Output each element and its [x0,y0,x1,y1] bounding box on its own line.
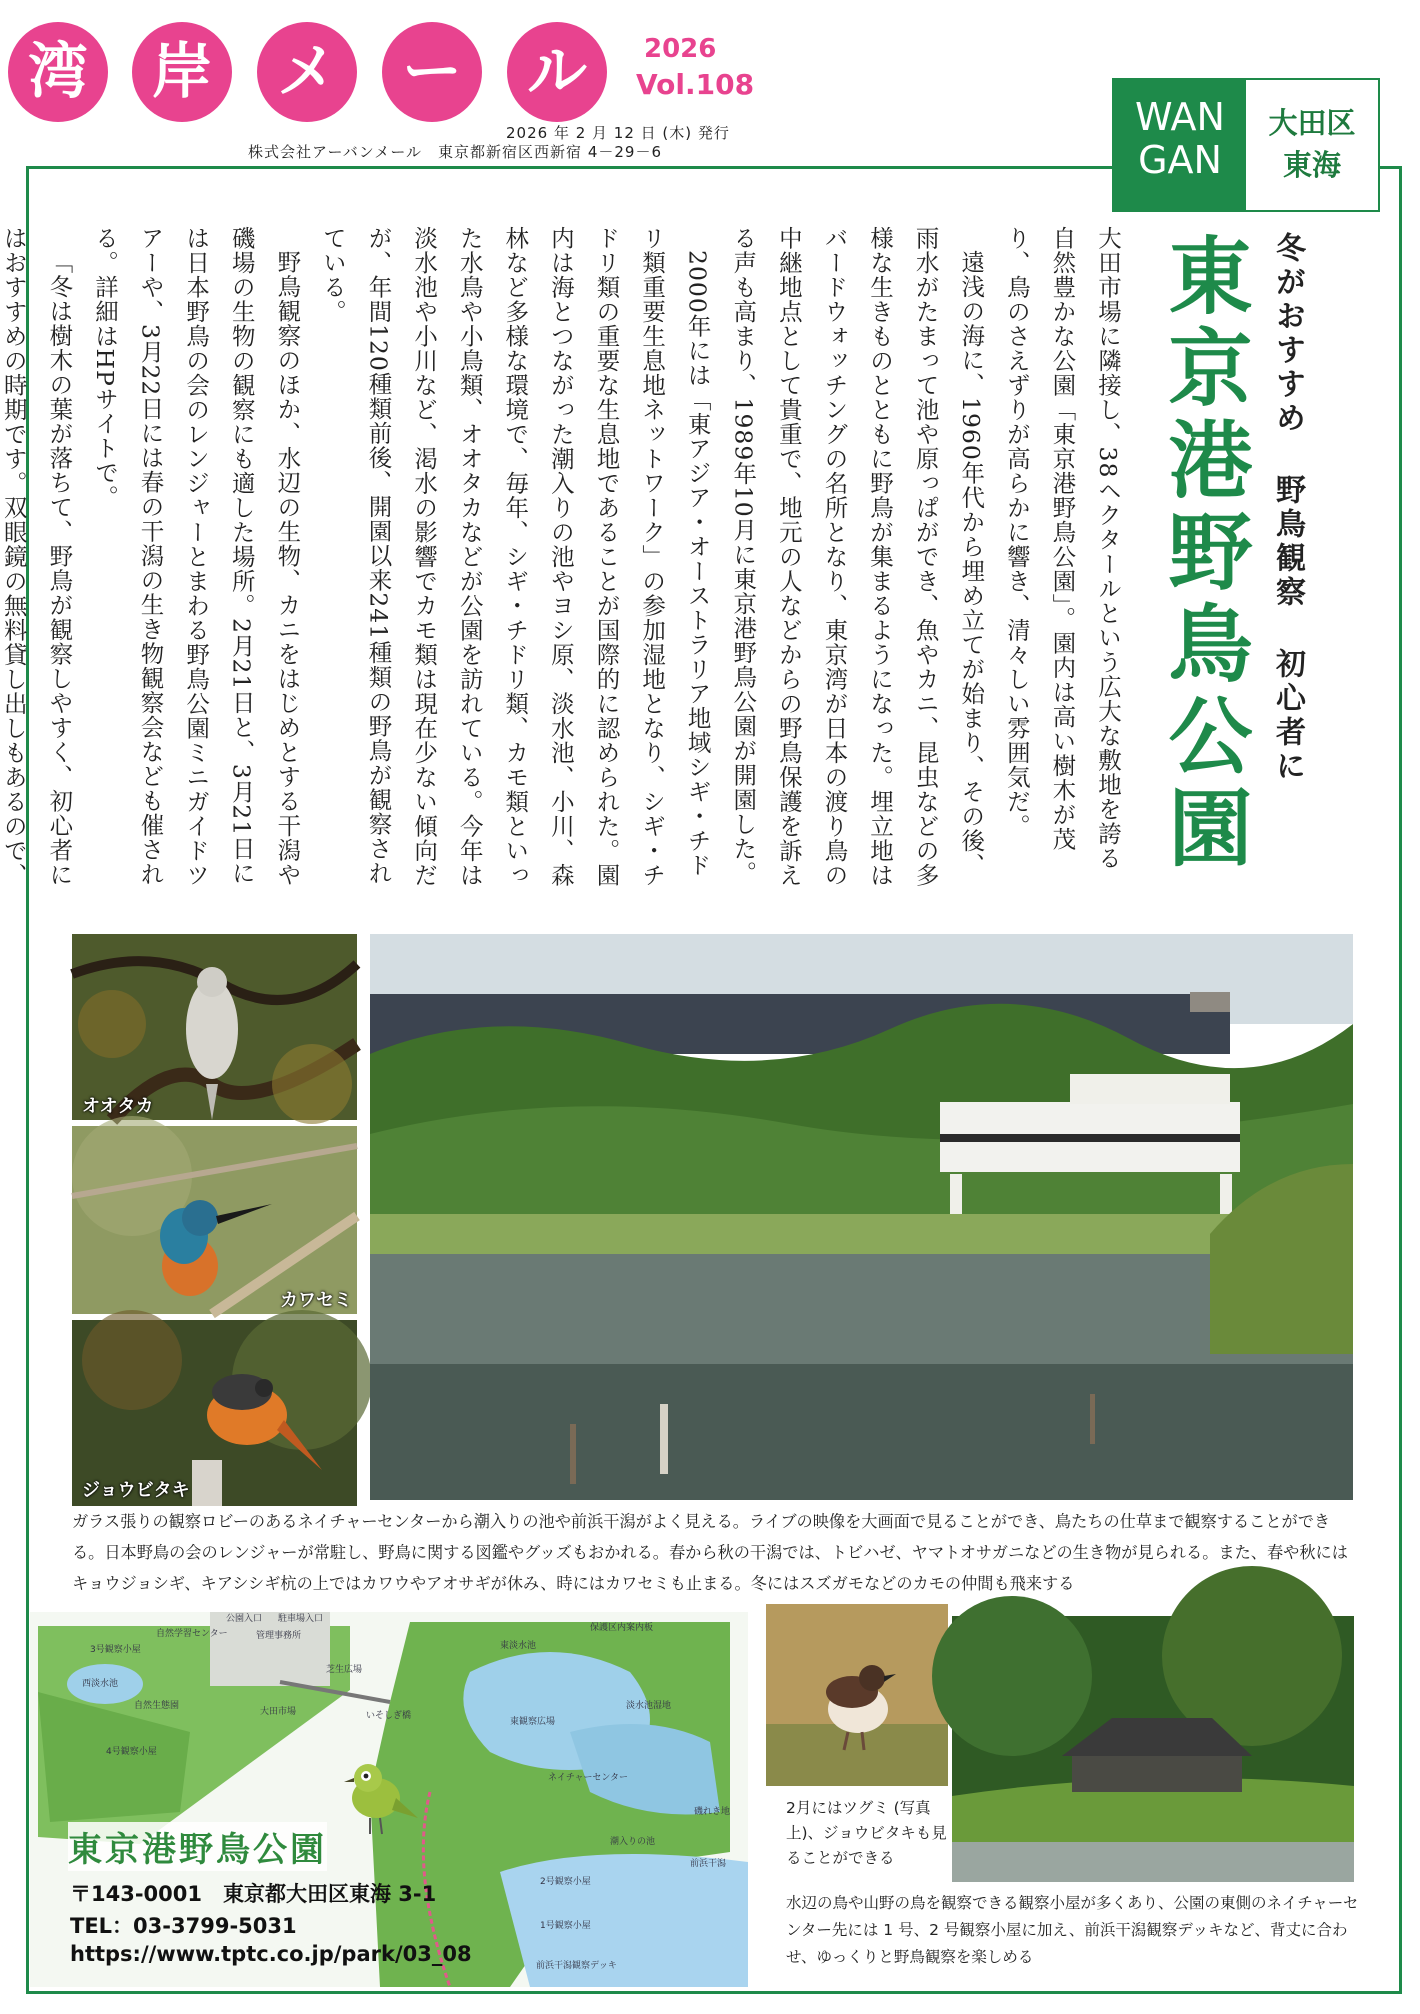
park-url[interactable]: https://www.tptc.co.jp/park/03_08 [70,1942,472,1966]
article-paragraph: 野鳥観察のほか、水辺の生物、カニをはじめとする干潟や磯場の生物の観察にも適した場所。2月21日と、3月21日には日本野鳥の会のレンジャーとまわる野鳥公園ミニガイドツアーや、3月22日には春の干潟の生き物観察会なども催される。詳細はHPサイトで。 [90,226,302,888]
map-label-hut-3: 3号観察小屋 [90,1645,141,1655]
photo-nature-center [370,934,1353,1500]
photo-observation-hut [952,1616,1354,1882]
main-photo-caption: ガラス張りの観察ロビーのあるネイチャーセンターから潮入りの池や前浜干潟がよく見える。ライブの映像を大画面で見ることができ、鳥たちの仕草まで観察することができる。日本野鳥の会のレンジャーが常駐し、野鳥に関する図鑑やグッズもおかれる。春から秋の干潟では、トビハゼ、ヤマトオサガニなどの生き物が見られる。また、春や秋にはキョウジョシギ、キアシシギ杭の上ではカワウやアオサギが休み、時にはカワセミも止まる。冬にはスズガモなどのカモの仲間も飛来する [72,1512,1348,1593]
park-address: 〒143-0001 東京都大田区東海 3-1 [70,1882,437,1906]
article-paragraph: 遠浅の海に、1960年代から埋め立てが始まり、その後、雨水がたまって池や原っぱができ、魚やカニ、昆虫などの多様な生きものとともに野鳥が集まるようになった。埋立地はバードウォッチングの名所となり、東京湾が日本の渡り鳥の中継地点として貴重で、地元の人などからの野鳥保護を訴える声も高まり、1989年10月に東京港野鳥公園が開園した。 [729,226,986,888]
map-label-gravel: 磯れき地 [694,1807,731,1817]
map-label-bridge: いそしぎ橋 [366,1711,412,1721]
masthead-char-1: 湾 [8,22,108,122]
masthead-volume: Vol.108 [636,68,755,101]
map-label-parking: 駐車場入口 [278,1614,324,1624]
region-wan-text: WAN [1135,95,1225,139]
map-label-learning-center: 自然学習センター [156,1629,228,1639]
photo-thrush [766,1604,948,1786]
label-redstart: ジョウビタキ [82,1480,190,1501]
map-label-west-pond: 西淡水池 [82,1679,119,1689]
article-body [0,226,1130,890]
region-ward: 大田区 [1268,106,1356,140]
region-badge [1112,78,1380,212]
article-paragraph: 大田市場に隣接し、38ヘクタールという広大な敷地を誇る自然豊かな公園「東京港野鳥公園」。園内は高い樹木が茂り、鳥のさえずりが高らかに響き、清々しい雰囲気だ。 [1002,226,1122,871]
park-tel: TEL：03-3799-5031 [70,1914,297,1938]
region-town: 東海 [1282,148,1341,183]
subtitle-2: 野鳥観察 [1270,474,1305,610]
map-label-hut-2: 2号観察小屋 [540,1877,591,1887]
label-goshawk: オオタカ [82,1096,154,1117]
region-gan-text: GAN [1138,137,1222,182]
map-label-deck: 前浜干潟観察デッキ [536,1961,617,1971]
map-label-signboard: 保護区内案内板 [590,1623,654,1633]
map-park-name: 東京港野鳥公園 [68,1822,327,1871]
subtitle-3: 初心者に [1270,648,1305,784]
white-eye-bird-icon [330,1748,422,1840]
map-label-tidal-pond: 潮入りの池 [610,1837,656,1847]
masthead-char-5: ル [507,22,607,122]
map-label-hut-4: 4号観察小屋 [106,1747,157,1757]
masthead-char-2: 岸 [132,22,232,122]
article-subtitle [1270,232,1305,892]
map-label-nature-center: ネイチャーセンター [548,1773,629,1783]
region-wangan [1114,80,1246,210]
issue-date: 2026 年 2 月 12 日 (木) 発行 [506,124,730,142]
masthead-char-3: メ [257,22,357,122]
masthead-char-4: ー [382,22,482,122]
region-area [1246,80,1378,210]
map-label-wetland: 淡水池湿地 [626,1701,672,1711]
masthead-year: 2026 [644,34,717,64]
article-paragraph: 「冬は樹木の葉が落ちて、野鳥が観察しやすく、初心者にはおすすめの時期です。双眼鏡の無料貸し出しもあるので、 [0,226,74,888]
map-label-market: 大田市場 [260,1707,297,1717]
map-label-entrance: 公園入口 [226,1614,263,1624]
map-label-office: 管理事務所 [256,1631,302,1641]
map-label-east-pond: 東淡水池 [500,1641,537,1651]
map-label-ecology-garden: 自然生態園 [134,1701,180,1711]
article-title: 東京港野鳥公園 [1155,232,1254,876]
publisher-line: 株式会社アーバンメール 東京都新宿区西新宿 4－29－6 [248,143,662,161]
thrush-caption: 2月にはツグミ (写真上)、ジョウビタキも見ることができる [786,1799,947,1867]
hut-caption: 水辺の鳥や山野の鳥を観察できる観察小屋が多くあり、公園の東側のネイチャーセンター先には 1 号、2 号観察小屋に加え、前浜干潟観察デッキなど、背丈に合わせ、ゆっくりと野鳥観察を楽しめる [786,1894,1359,1966]
map-label-hut-1: 1号観察小屋 [540,1921,591,1931]
map-label-east-plaza: 東観察広場 [510,1717,556,1727]
label-kingfisher: カワセミ [280,1290,352,1311]
map-label-lawn: 芝生広場 [326,1665,363,1675]
article-paragraph: 2000年には「東アジア・オーストラリア地域シギ・チドリ類重要生息地ネットワーク」の参加湿地となり、シギ・チドリ類の重要な生息地であることが国際的に認められた。園内は海とつながった潮入りの池やヨシ原、淡水池、小川、森林など多様な環境で、毎年、シギ・チドリ類、カモ類といった水鳥や小鳥類、オオタカなどが公園を訪れている。今年は淡水池や小川など、渇水の影響でカモ類は現在少ない傾向だが、年間120種類前後、開園以来241種類の野鳥が観察されている。 [318,226,712,888]
map-label-tidal-flat: 前浜干潟 [690,1859,727,1869]
subtitle-1: 冬がおすすめ [1270,232,1305,436]
